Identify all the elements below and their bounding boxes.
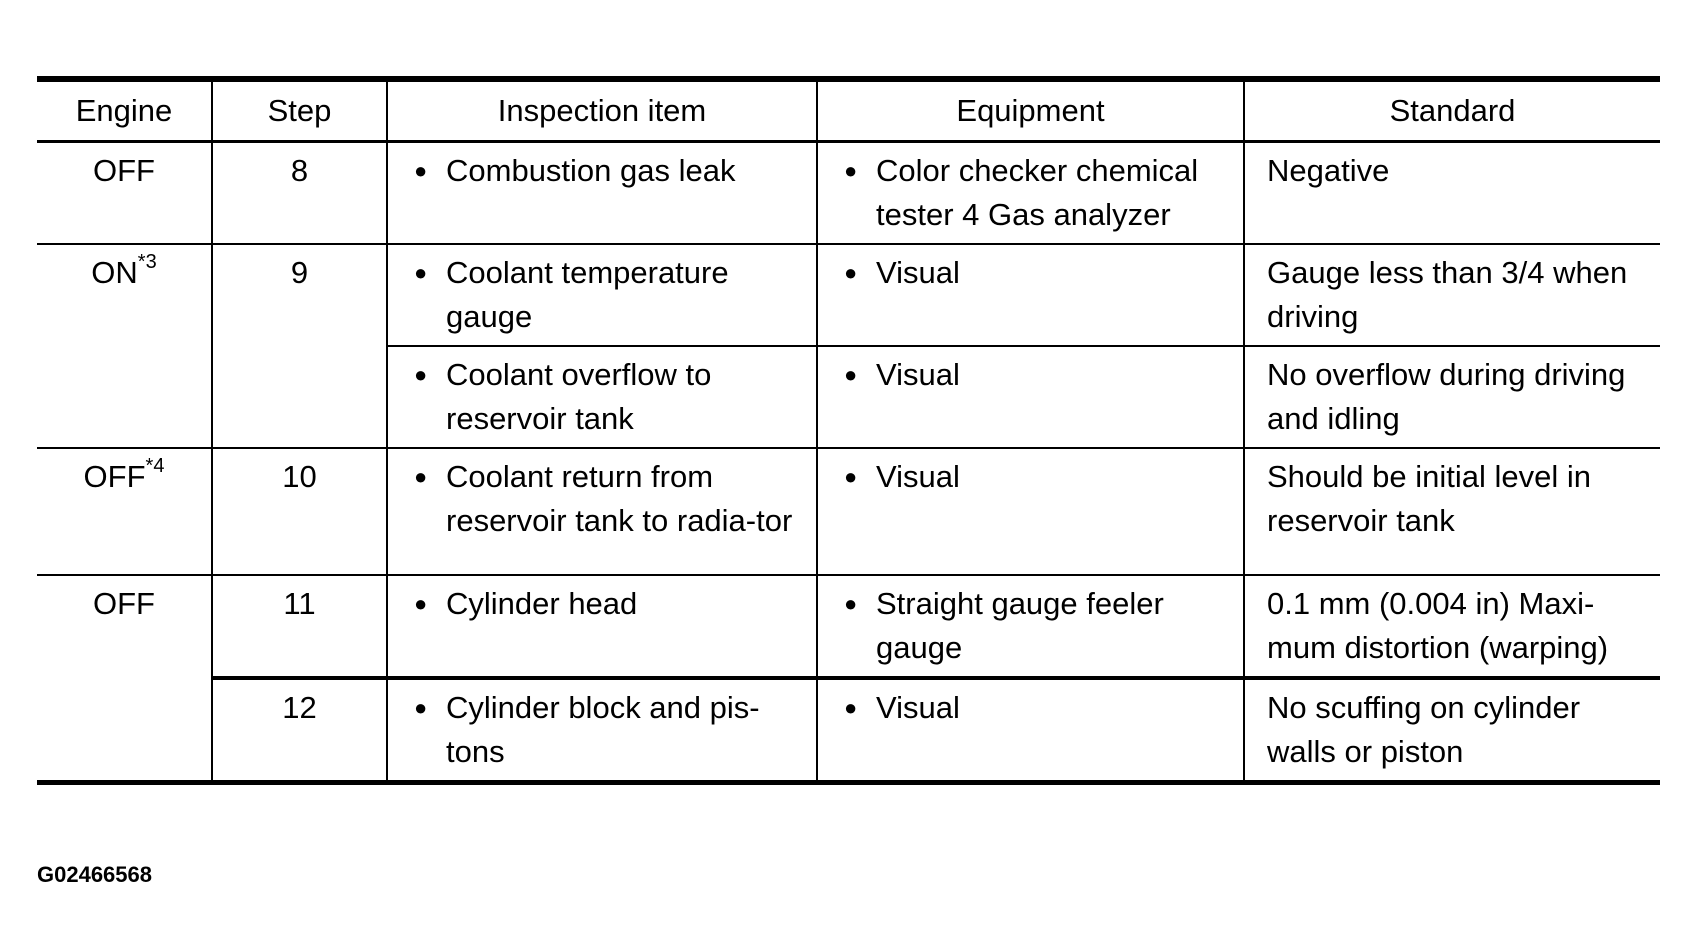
inspection-item-cell xyxy=(387,678,817,783)
header-engine: Engine xyxy=(37,79,212,142)
table-row xyxy=(37,678,1660,783)
inspection-item-text: Combustion gas leak xyxy=(446,153,736,188)
inspection-item-text: Cylinder head xyxy=(446,586,638,621)
standard-cell: No overflow during driving and idling xyxy=(1244,346,1660,448)
inspection-item-cell xyxy=(387,142,817,245)
engine-cell xyxy=(37,244,212,448)
bullet-icon: ● xyxy=(844,260,858,285)
equipment-cell xyxy=(817,346,1244,448)
figure-code: G02466568 xyxy=(37,862,152,887)
header-inspection-item: Inspection item xyxy=(387,79,817,142)
inspection-item-text: Cylinder block and pis-tons xyxy=(446,690,760,769)
bullet-icon: ● xyxy=(414,260,428,285)
bullet-icon: ● xyxy=(414,158,428,183)
standard-cell: Negative xyxy=(1244,142,1660,245)
inspection-item-cell xyxy=(387,575,817,678)
inspection-item-cell xyxy=(387,346,817,448)
header-step: Step xyxy=(212,79,387,142)
bullet-icon: ● xyxy=(844,695,858,720)
bullet-icon: ● xyxy=(414,464,428,489)
bullet-icon: ● xyxy=(414,362,428,387)
engine-footnote-mark: *3 xyxy=(137,250,157,273)
equipment-cell xyxy=(817,142,1244,245)
inspection-item-cell xyxy=(387,448,817,575)
bullet-icon: ● xyxy=(414,695,428,720)
step-cell: 8 xyxy=(212,142,387,245)
equipment-cell xyxy=(817,244,1244,346)
table-row xyxy=(37,244,1660,346)
inspection-table xyxy=(37,76,1660,785)
bullet-icon: ● xyxy=(844,464,858,489)
table-row xyxy=(37,142,1660,245)
header-standard: Standard xyxy=(1244,79,1660,142)
equipment-cell xyxy=(817,448,1244,575)
engine-state: OFF xyxy=(93,153,155,188)
standard-cell: No scuffing on cylinder walls or piston xyxy=(1244,678,1660,783)
step-cell: 11 xyxy=(212,575,387,678)
bullet-icon: ● xyxy=(414,591,428,616)
bullet-icon: ● xyxy=(844,158,858,183)
equipment-text: Visual xyxy=(876,459,960,494)
header-row xyxy=(37,79,1660,142)
engine-footnote-mark: *4 xyxy=(145,454,165,477)
table-row xyxy=(37,575,1660,678)
inspection-item-text: Coolant return from reservoir tank to radia-tor xyxy=(446,459,793,538)
standard-cell: Gauge less than 3/4 when driving xyxy=(1244,244,1660,346)
equipment-text: Visual xyxy=(876,690,960,725)
engine-cell xyxy=(37,142,212,245)
bullet-icon: ● xyxy=(844,362,858,387)
engine-state: OFF xyxy=(93,586,155,621)
equipment-text: Straight gauge feeler gauge xyxy=(876,586,1164,665)
equipment-cell xyxy=(817,575,1244,678)
standard-cell: 0.1 mm (0.004 in) Maxi-mum distortion (warping) xyxy=(1244,575,1660,678)
step-cell: 10 xyxy=(212,448,387,575)
table-row xyxy=(37,448,1660,575)
engine-cell xyxy=(37,575,212,783)
engine-state: ON xyxy=(91,255,138,290)
engine-cell xyxy=(37,448,212,575)
header-equipment: Equipment xyxy=(817,79,1244,142)
inspection-item-text: Coolant overflow to reservoir tank xyxy=(446,357,712,436)
equipment-text: Visual xyxy=(876,357,960,392)
engine-state: OFF xyxy=(83,459,146,494)
step-cell: 9 xyxy=(212,244,387,448)
step-cell: 12 xyxy=(212,678,387,783)
equipment-text: Color checker chemical tester 4 Gas analyzer xyxy=(876,153,1199,232)
inspection-item-cell xyxy=(387,244,817,346)
equipment-cell xyxy=(817,678,1244,783)
inspection-item-text: Coolant temperature gauge xyxy=(446,255,729,334)
standard-cell: Should be initial level in reservoir tank xyxy=(1244,448,1660,575)
equipment-text: Visual xyxy=(876,255,960,290)
bullet-icon: ● xyxy=(844,591,858,616)
